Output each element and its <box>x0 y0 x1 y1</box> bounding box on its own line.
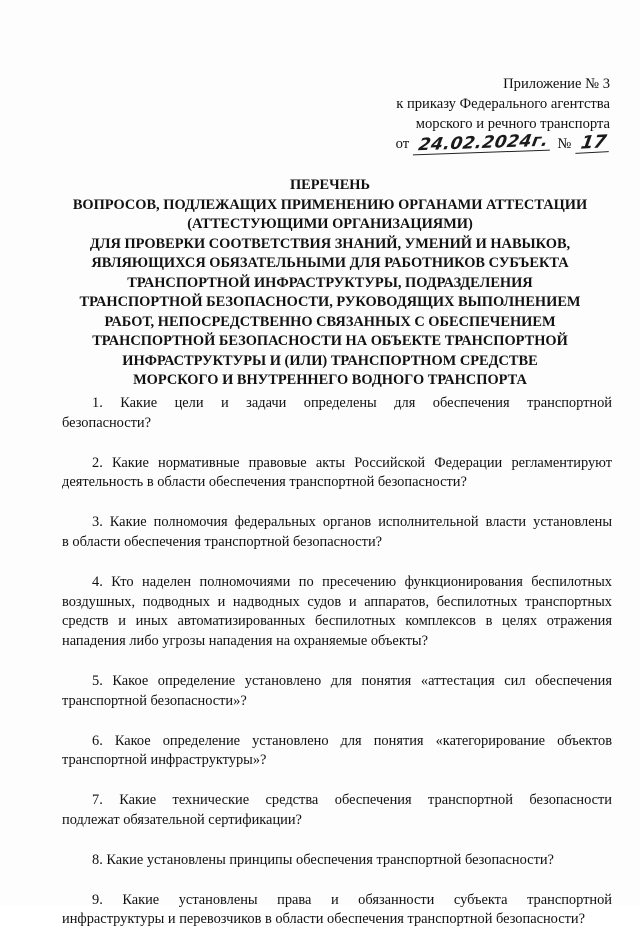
question-text-line: деятельность в области обеспечения транспортной безопасности? <box>62 474 467 491</box>
appendix-order-ref: к приказу Федерального агентства <box>396 96 610 112</box>
question-text-line: инфраструктуры и перевозчиков в области обеспечения транспортной безопасности? <box>62 911 586 928</box>
question-text-line: 5. Какое определение установлено для понятия «аттестация сил обеспечения <box>92 672 612 689</box>
question-item <box>62 791 612 831</box>
question-text-line: транспортной безопасности»? <box>62 692 247 709</box>
question-text-line: 7. Какие технические средства обеспечения транспортной безопасности <box>92 792 612 809</box>
title-line: ТРАНСПОРТНОЙ БЕЗОПАСНОСТИ НА ОБЪЕКТЕ ТРАНСПОРТНОЙ <box>92 333 568 349</box>
question-item <box>62 672 612 712</box>
question-text-line: 6. Какое определение установлено для понятия «категорирование объектов <box>92 732 612 749</box>
question-item <box>62 454 612 494</box>
question-text-line: подлежат обязательной сертификации? <box>62 811 302 828</box>
question-item <box>62 513 612 553</box>
question-item <box>62 573 612 652</box>
question-text-line: нападения либо угрозы нападения на охраняемые объекты? <box>62 633 428 650</box>
title-line: ТРАНСПОРТНОЙ ИНФРАСТРУКТУРЫ, ПОДРАЗДЕЛЕНИЯ <box>127 274 533 291</box>
question-text-line: 8. Какие установлены принципы обеспечения транспортной безопасности? <box>92 851 554 868</box>
appendix-header <box>310 74 610 156</box>
question-text-line: 2. Какие нормативные правовые акты Российской Федерации регламентируют <box>92 454 612 471</box>
appendix-date-line <box>310 130 610 156</box>
question-text-line: воздушных, подводных и надводных судов и аппаратов, беспилотных транспортных <box>62 593 612 610</box>
question-text-line: 1. Какие цели и задачи определены для обеспечения транспортной <box>92 395 612 411</box>
title-line: ИНФРАСТРУКТУРЫ И (ИЛИ) ТРАНСПОРТНОМ СРЕДСТВЕ <box>122 352 538 369</box>
handwritten-order-number: 17 <box>575 133 611 154</box>
title-line: ДЛЯ ПРОВЕРКИ СООТВЕТСТВИЯ ЗНАНИЙ, УМЕНИЙ И НАВЫКОВ, <box>89 235 571 252</box>
question-item <box>62 394 612 434</box>
title-line: МОРСКОГО И ВНУТРЕННЕГО ВОДНОГО ТРАНСПОРТА <box>133 372 527 388</box>
question-text-line: в области обеспечения транспортной безопасности? <box>62 533 383 550</box>
question-text-line: 9. Какие установлены права и обязанности субъекта транспортной <box>92 891 612 908</box>
question-item <box>62 732 612 772</box>
question-list <box>62 394 612 950</box>
handwritten-date: 24.02.2024г. <box>413 132 553 156</box>
question-text-line: безопасности? <box>62 414 151 431</box>
title-line: ВОПРОСОВ, ПОДЛЕЖАЩИХ ПРИМЕНЕНИЮ ОРГАНАМИ АТТЕСТАЦИИ <box>72 196 588 213</box>
appendix-number: Приложение № 3 <box>503 76 610 92</box>
question-text-line: 3. Какие полномочия федеральных органов исполнительной власти установлены <box>92 514 612 531</box>
document-title <box>56 176 604 391</box>
title-line: РАБОТ, НЕПОСРЕДСТВЕННО СВЯЗАННЫХ С ОБЕСПЕЧЕНИЕМ <box>104 313 556 330</box>
question-item <box>62 851 612 871</box>
title-line: (АТТЕСТУЮЩИМИ ОРГАНИЗАЦИЯМИ) <box>187 216 473 232</box>
question-text-line: средств и иных автоматизированных беспилотных комплексов в целях отражения <box>62 613 612 630</box>
title-line: ТРАНСПОРТНОЙ БЕЗОПАСНОСТИ, РУКОВОДЯЩИХ ВЫПОЛНЕНИЕМ <box>79 294 581 310</box>
number-label: № <box>557 136 572 152</box>
question-text-line: 4. Кто наделен полномочиями по пресечению функционирования беспилотных <box>92 573 612 590</box>
from-label: от <box>395 136 410 152</box>
question-item <box>62 891 612 931</box>
title-line: ЯВЛЯЮЩИХСЯ ОБЯЗАТЕЛЬНЫМИ ДЛЯ РАБОТНИКОВ СУБЪЕКТА <box>91 255 569 271</box>
title-line: ПЕРЕЧЕНЬ <box>289 177 371 193</box>
appendix-agency: морского и речного транспорта <box>415 116 610 132</box>
question-text-line: транспортной инфраструктуры»? <box>62 752 267 769</box>
